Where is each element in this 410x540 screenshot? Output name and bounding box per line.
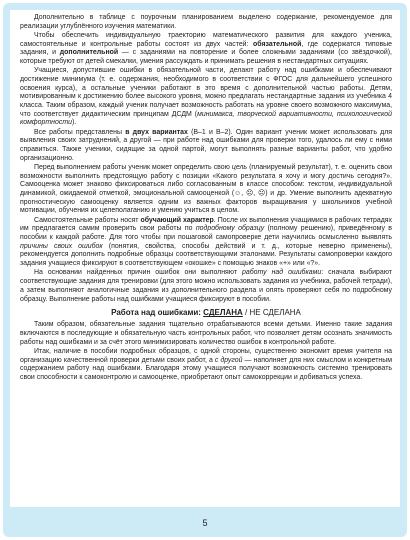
bold-term: обязательной xyxy=(253,40,302,48)
paragraph-9: Итак, наличие в пособии подробных образцов, с одной стороны, существенно экономит время учителя на организацию качественной проверки детьми своих работ, а с другой — наполняет для них смыслом и конкретным содержанием работу над ошибками. Благодаря этому учащиеся получают возможность системно тренировать свои способности к самоконтролю и самооценке, приобретают опыт самокоррекции и добиваться успеха. xyxy=(20,347,392,381)
paragraph-6: Самостоятельные работы носят обучающий характер. После их выполнения учащимися в рабочих тетрадях им предлагается самим проверить свои работы по подробному образцу (полному решению), приведённому в пособии к каждой работе. Для того чтобы при пошаговой самопроверке дети научились осмысленно выявлять причины своих ошибок (понятия, свойства, способы действий и т. д., которые неверно применены), рекомендуется дополнить подробные образцы соответствующими эталонами. Результаты самопроверки каждого задания учащиеся фиксируют в соответствующем «окошке» с помощью знаков «+» или «?». xyxy=(20,216,392,268)
paragraph-8: Таким образом, обязательные задания тщательно отрабатываются всеми детьми. Именно такие задания включаются в последующие и обязательную часть контрольных работ, что позволяет детям осознать значимость работы над ошибками и за счёт этого минимизировать количество ошибок в контрольной работе. xyxy=(20,321,392,346)
italic-term: работу над ошибками xyxy=(242,269,322,277)
page-number: 5 xyxy=(202,518,208,528)
bold-term: обучающий характер xyxy=(140,216,214,224)
done-label: СДЕЛАНА xyxy=(203,308,243,318)
italic-term: минимакса, творческой вариативности, психологической комфортности xyxy=(20,110,392,127)
page-body xyxy=(20,14,392,383)
bold-term: в двух вариантах xyxy=(125,128,188,136)
italic-term: причины своих ошибок xyxy=(20,242,103,250)
paragraph-3: Учащиеся, допустившие ошибки в обязательной части, делают работу над ошибками и обеспечивают достижение минимума (т. е. содержания, необходимого в соответствии с ФГОС для дальнейшего успешного освоения курса), а остальные ученики работают в это время с дополнительной частью работы. Детям, мотивированным к достижению более высокого уровня, можно предлагать нестандартные задания из учебника 4 класса. Таким образом, каждый ученик получает возможность работать на уровне своего возможного максимума, что соответствует дидактическим принципам ДСДМ (минимакса, творческой вариативности, психологической комфортности). xyxy=(20,67,392,127)
italic-term: цель xyxy=(231,163,248,171)
paragraph-2: Чтобы обеспечить индивидуальную траекторию математического развития для каждого ученика, самостоятельные и контрольные работы состоят из двух частей: обязательной, где содержатся типовые задания, и дополнительной — с заданиями на повторение и более сложными заданиями (со звёздочкой), которые требуют от детей смекалки, умения рассуждать и принимать решения в нестандартных ситуациях. xyxy=(20,31,392,66)
section-heading: Работа над ошибками: СДЕЛАНА / НЕ СДЕЛАНА xyxy=(111,308,301,318)
paragraph-7: На основании найденных причин ошибок они выполняют работу над ошибками: сначала выбирают соответствующие задания для тренировки (для этого можно использовать задания из учебника, рабочей тетради), а затем выполняют аналогичные задания из дополнительного раздела и опять проверяют себя по подробному образцу. Выполнение работы над ошибками учащиеся фиксируют в пособии. xyxy=(20,269,392,303)
paragraph-5: Перед выполнением работы ученик может определить свою цель (планируемый результат), т. е. оценить свои возможности выполнить предстоящую работу с позиции «Какого результата я хочу и могу достичь сегодня?». Самооценка может знаково фиксироваться либо согласованным в классе способом: текстом, индивидуальной динамикой, ожидаемой отметкой, эмоциональной самооценкой (☺, ☹, ☹) и др. Умение выполнить адекватную прогностическую самооценку является одним из важных факторов выращивания у школьников учебной мотивации, обучения их целеполаганию и умению учиться в целом. xyxy=(20,163,392,215)
paragraph-4: Все работы представлены в двух вариантах (В–1 и В–2). Один вариант ученик может использовать для выявления своих затруднений, а другой — при работе над ошибками для проверки того, удалось ли ему с ними справиться. Также ученики, сидящие за одной партой, могут выполнять разные варианты работ, что удобно организационно. xyxy=(20,128,392,162)
italic-term: с другой xyxy=(214,356,243,364)
bold-term: дополнительной xyxy=(59,49,119,57)
italic-term: подробному образцу xyxy=(195,225,265,233)
paragraph-1: Дополнительно в таблице с поурочным планированием выделено содержание, рекомендуемое для реализации углублённого изучения математики. xyxy=(20,14,392,30)
